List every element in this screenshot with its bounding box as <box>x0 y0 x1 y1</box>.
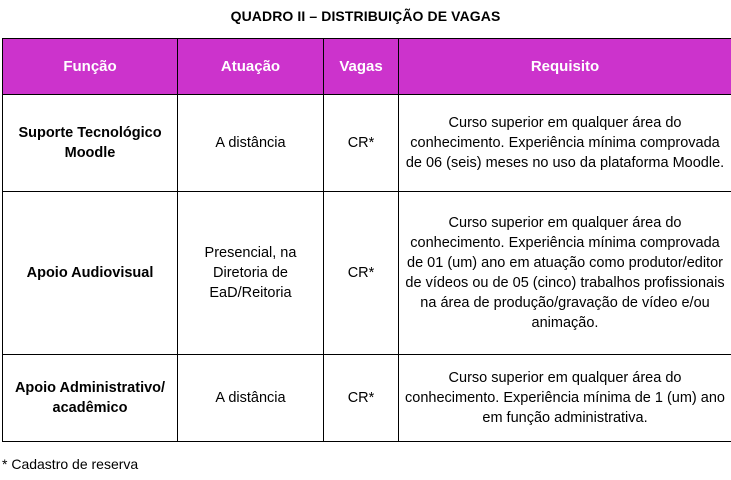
cell-vagas: CR* <box>324 355 399 442</box>
cell-requisito: Curso superior em qualquer área do conhecimento. Experiência mínima comprovada de 01 (um) ano em atuação como produtor/editor de vídeos ou de 05 (cinco) trabalhos profissionais na área de produção/gravação de vídeo e/ou animação. <box>399 192 731 355</box>
cell-atuacao: A distância <box>178 355 324 442</box>
header-row <box>3 39 731 95</box>
table-row <box>3 95 731 192</box>
header-funcao: Função <box>3 39 178 95</box>
vagas-table <box>2 38 731 442</box>
table-row <box>3 192 731 355</box>
table-title: QUADRO II – DISTRIBUIÇÃO DE VAGAS <box>230 8 501 24</box>
cell-atuacao: A distância <box>178 95 324 192</box>
header-requisito: Requisito <box>399 39 731 95</box>
cell-funcao: Suporte Tecnológico Moodle <box>3 95 178 192</box>
cell-requisito: Curso superior em qualquer área do conhecimento. Experiência mínima comprovada de 06 (seis) meses no uso da plataforma Moodle. <box>399 95 731 192</box>
cell-vagas: CR* <box>324 95 399 192</box>
cell-vagas: CR* <box>324 192 399 355</box>
cell-funcao: Apoio Administrativo/ acadêmico <box>3 355 178 442</box>
header-vagas: Vagas <box>324 39 399 95</box>
cell-requisito: Curso superior em qualquer área do conhecimento. Experiência mínima de 1 (um) ano em função administrativa. <box>399 355 731 442</box>
cell-atuacao: Presencial, na Diretoria de EaD/Reitoria <box>178 192 324 355</box>
table-row <box>3 355 731 442</box>
footnote: * Cadastro de reserva <box>2 456 139 472</box>
cell-funcao: Apoio Audiovisual <box>3 192 178 355</box>
header-atuacao: Atuação <box>178 39 324 95</box>
